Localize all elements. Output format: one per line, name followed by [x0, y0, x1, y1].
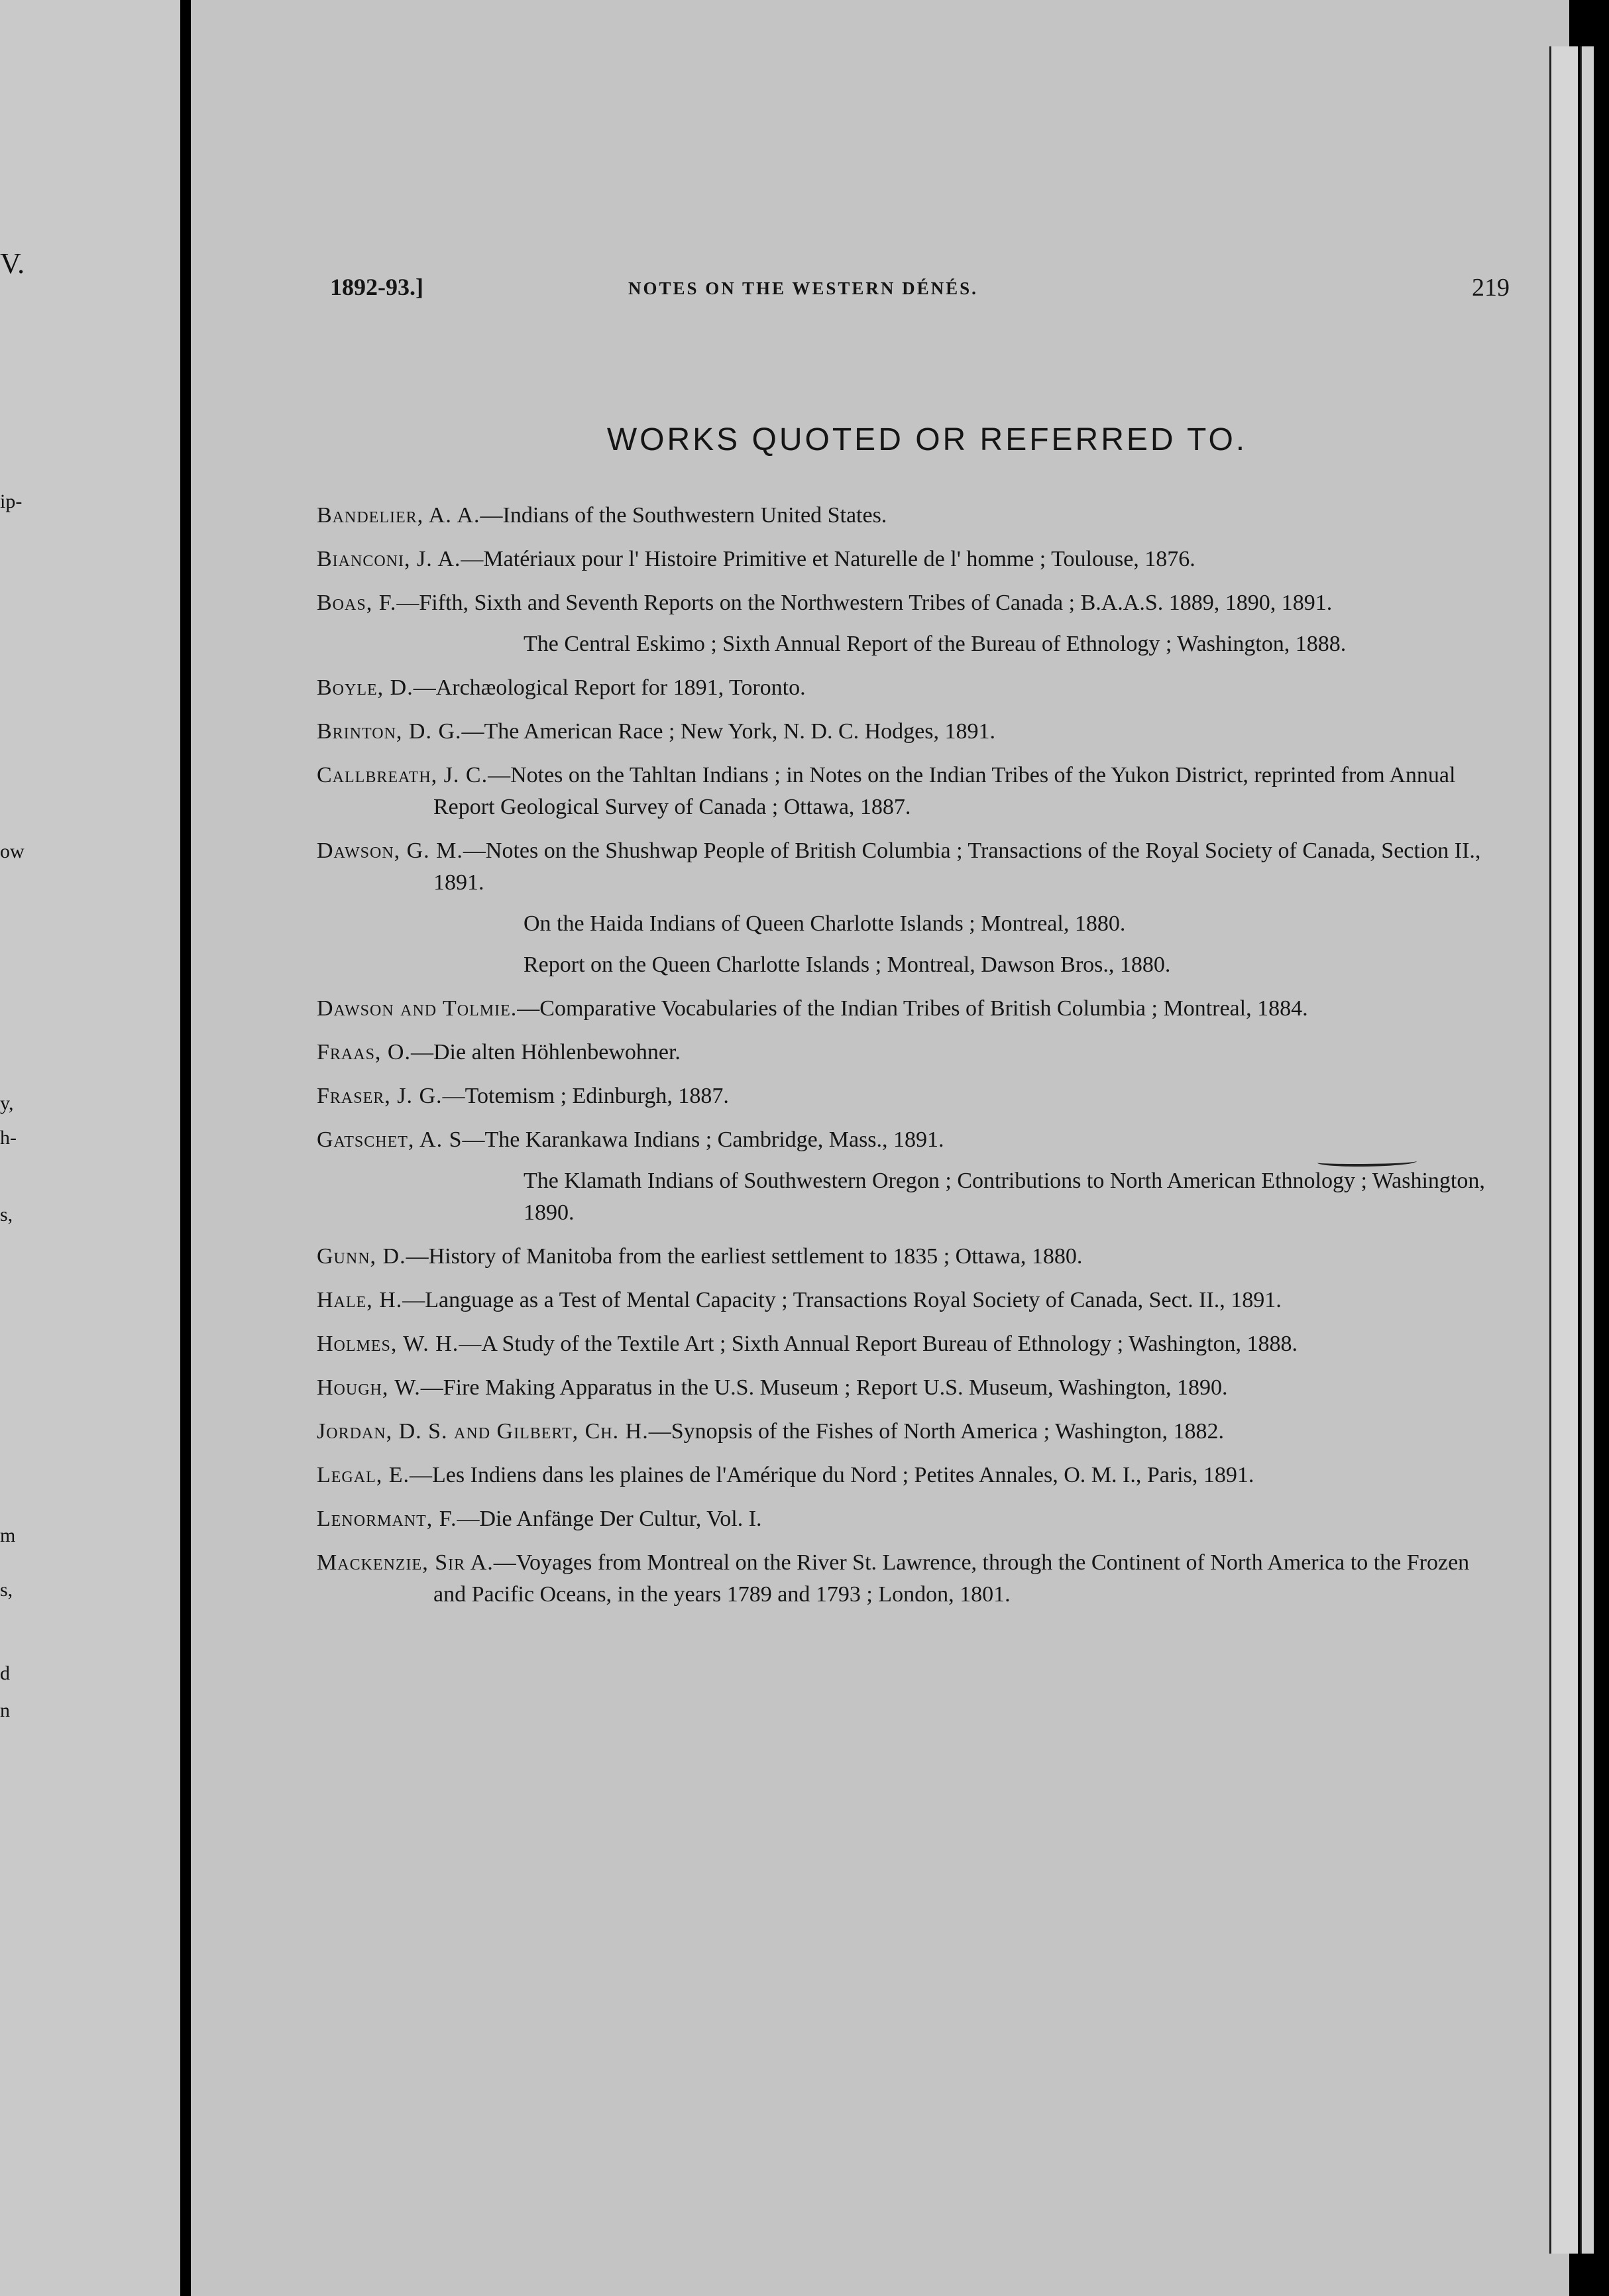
facing-page [0, 0, 180, 2296]
entry-author: Dawson and Tolmie. [317, 996, 518, 1021]
page-edge [1581, 46, 1594, 2254]
bibliography-entry [317, 835, 1496, 981]
entry-text: —The Karankawa Indians ; Cambridge, Mass., 1891. [462, 1127, 944, 1152]
entry-author: Bandelier, A. A. [317, 503, 480, 528]
page-title: WORKS QUOTED OR REFERRED TO. [606, 422, 1248, 457]
entry-text: —Comparative Vocabularies of the Indian Tribes of British Columbia ; Montreal, 1884. [517, 996, 1308, 1021]
running-header [330, 273, 1510, 313]
entry-text: —Fire Making Apparatus in the U.S. Museum ; Report U.S. Museum, Washington, 1890. [420, 1375, 1228, 1400]
entry-text: —History of Manitoba from the earliest settlement to 1835 ; Ottawa, 1880. [406, 1244, 1083, 1269]
entry-author: Hough, W. [317, 1375, 421, 1400]
entry-author: Jordan, D. S. and Gilbert, Ch. H. [317, 1419, 649, 1444]
entry-text: —The American Race ; New York, N. D. C. Hodges, 1891. [461, 719, 996, 744]
bibliography-entry [317, 716, 1496, 748]
bibliography-entry [317, 1416, 1496, 1448]
bibliography-entry [317, 993, 1496, 1025]
entry-author: Mackenzie, Sir A. [317, 1550, 494, 1575]
page [191, 0, 1569, 2296]
entry-text: —Indians of the Southwestern United States. [480, 503, 887, 528]
bibliography-entry [317, 587, 1496, 660]
bibliography-entry [317, 1241, 1496, 1273]
entry-author: Callbreath, J. C. [317, 763, 488, 787]
entry-text: —Notes on the Tahltan Indians ; in Notes on the Indian Tribes of the Yukon District, reprinted from Annual Report Geological Survey of Canada ; Ottawa, 1887. [433, 763, 1456, 819]
entry-author: Fraas, O. [317, 1040, 411, 1064]
entry-text: —Die Anfänge Der Cultur, Vol. I. [457, 1507, 762, 1531]
bibliography-entry [317, 1285, 1496, 1316]
entry-text: —Matériaux pour l' Histoire Primitive et Naturelle de l' homme ; Toulouse, 1876. [461, 547, 1195, 571]
bibliography-entry [317, 544, 1496, 575]
facing-page-fragment: h- [0, 1127, 17, 1149]
entry-author: Lenormant, F. [317, 1507, 457, 1531]
facing-page-fragment: V. [0, 247, 25, 280]
bibliography-entry [317, 1460, 1496, 1491]
entry-subwork: The Klamath Indians of Southwestern Oregon ; Contributions to North American Ethnology ; Washington, 1890. [524, 1169, 1485, 1225]
facing-page-fragment: s, [0, 1579, 13, 1601]
facing-page-fragment: s, [0, 1204, 13, 1226]
bibliography-list [317, 500, 1496, 1623]
bibliography-entry [317, 1037, 1496, 1068]
bibliography-entry [317, 1124, 1496, 1229]
facing-page-fragment: m [0, 1524, 16, 1546]
book-gutter [180, 0, 191, 2296]
header-year: 1892-93.] [330, 274, 423, 300]
entry-text: —Notes on the Shushwap People of British Columbia ; Transactions of the Royal Society of Canada, Section II., 1891. [433, 838, 1481, 895]
facing-page-fragment: d [0, 1662, 10, 1684]
entry-author: Fraser, J. G. [317, 1084, 443, 1108]
entry-author: Boas, F. [317, 591, 397, 615]
entry-subwork: The Central Eskimo ; Sixth Annual Report of the Bureau of Ethnology ; Washington, 1888. [524, 632, 1347, 656]
entry-author: Gatschet, A. S [317, 1127, 463, 1152]
page-edge [1549, 46, 1578, 2254]
bibliography-entry [317, 672, 1496, 704]
entry-text: —Totemism ; Edinburgh, 1887. [442, 1084, 729, 1108]
entry-author: Legal, E. [317, 1463, 410, 1487]
bibliography-entry [317, 1503, 1496, 1535]
entry-author: Gunn, D. [317, 1244, 406, 1269]
entry-author: Dawson, G. M. [317, 838, 463, 863]
entry-text: —Synopsis of the Fishes of North America ; Washington, 1882. [648, 1419, 1225, 1444]
entry-author: Bianconi, J. A. [317, 547, 461, 571]
entry-text: —A Study of the Textile Art ; Sixth Annual Report Bureau of Ethnology ; Washington, 1888. [459, 1332, 1298, 1356]
bibliography-entry [317, 1372, 1496, 1404]
bibliography-entry [317, 1080, 1496, 1112]
bibliography-entry [317, 1328, 1496, 1360]
bibliography-entry [317, 760, 1496, 823]
facing-page-fragment: y, [0, 1092, 14, 1114]
entry-subwork: Report on the Queen Charlotte Islands ; Montreal, Dawson Bros., 1880. [524, 952, 1171, 977]
entry-text: —Die alten Höhlenbewohner. [410, 1040, 681, 1064]
entry-text: —Les Indiens dans les plaines de l'Amérique du Nord ; Petites Annales, O. M. I., Paris, 1891. [410, 1463, 1254, 1487]
facing-page-fragment: ip- [0, 490, 23, 512]
entry-author: Hale, H. [317, 1288, 403, 1312]
entry-text: —Fifth, Sixth and Seventh Reports on the Northwestern Tribes of Canada ; B.A.A.S. 1889, 1890, 1891. [396, 591, 1333, 615]
header-running-title: NOTES ON THE WESTERN DÉNÉS. [628, 278, 978, 298]
facing-page-fragment: n [0, 1699, 10, 1721]
entry-text: —Archæological Report for 1891, Toronto. [413, 675, 806, 700]
page-number: 219 [1472, 274, 1510, 302]
entry-author: Brinton, D. G. [317, 719, 462, 744]
bibliography-entry [317, 500, 1496, 532]
entry-text: —Voyages from Montreal on the River St. Lawrence, through the Continent of North America to the Frozen and Pacific Oceans, in the years 1789 and 1793 ; London, 1801. [433, 1550, 1470, 1607]
bibliography-entry [317, 1547, 1496, 1611]
entry-author: Boyle, D. [317, 675, 414, 700]
facing-page-fragment: ow [0, 840, 25, 862]
entry-text: —Language as a Test of Mental Capacity ; Transactions Royal Society of Canada, Sect. II., 1891. [402, 1288, 1282, 1312]
entry-subwork: On the Haida Indians of Queen Charlotte Islands ; Montreal, 1880. [524, 911, 1126, 936]
entry-author: Holmes, W. H. [317, 1332, 459, 1356]
